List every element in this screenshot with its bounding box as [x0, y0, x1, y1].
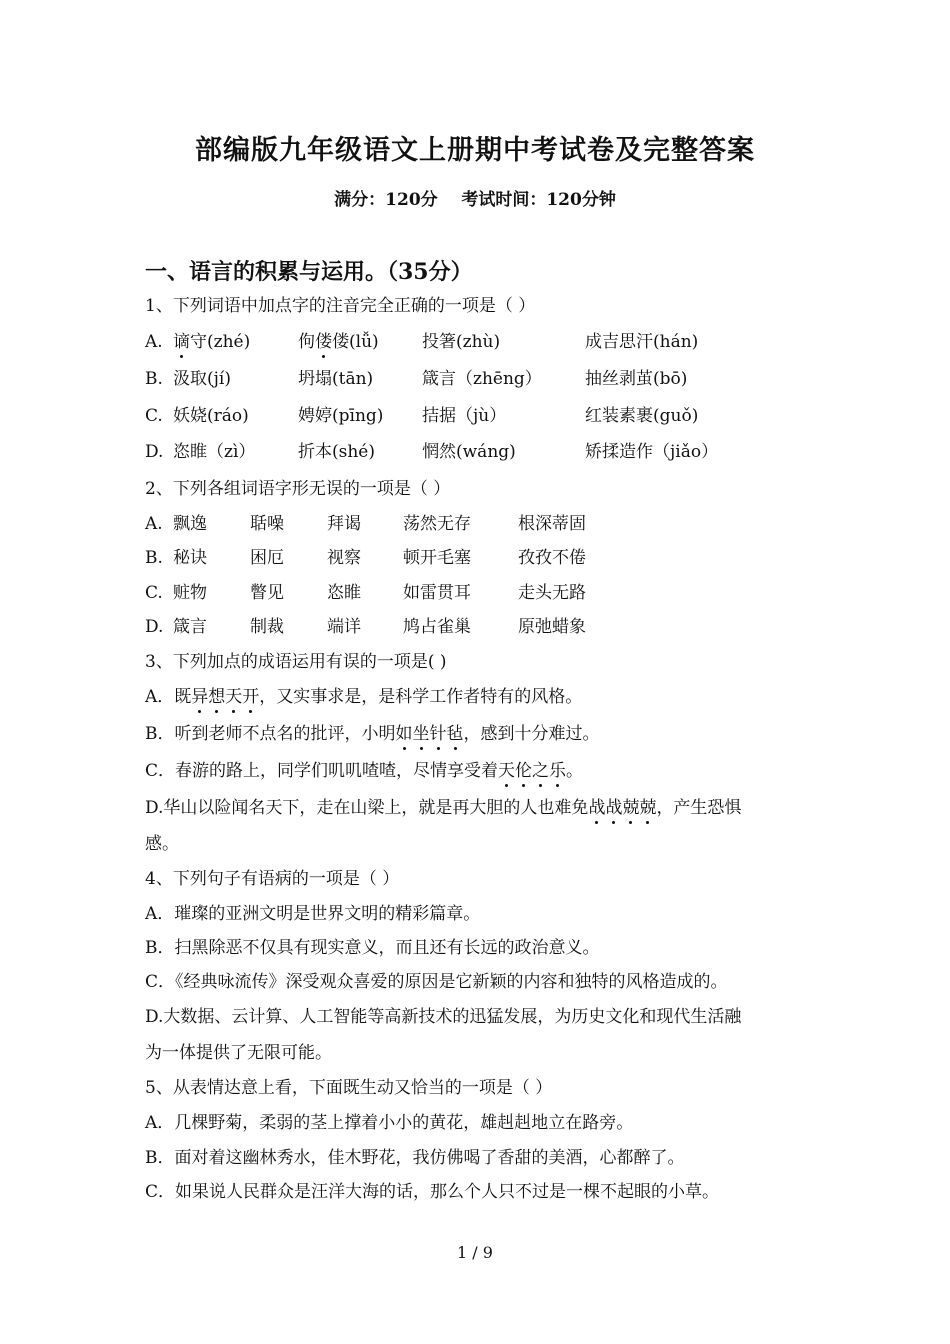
word-item: 恣睢 — [327, 583, 361, 603]
word-item: 妖娆(ráo) — [173, 406, 249, 426]
dotted-idiom: 异想天开 — [191, 687, 260, 707]
question-2-stem: 2、下列各组词语字形无误的一项是（ ） — [145, 479, 451, 499]
page-number: 1 / 9 — [457, 1243, 493, 1262]
word-item: 成吉思汗(hán) — [585, 332, 699, 352]
word-item: 拮据（jù） — [422, 406, 507, 426]
word-item: 矫揉造作（jiǎo） — [585, 442, 719, 462]
option-label: B. — [145, 548, 163, 568]
q4-option-d: D.大数据、云计算、人工智能等高新技术的迅猛发展，为历史文化和现代生活融 — [145, 1007, 742, 1027]
dotted-idiom: 如坐针毡 — [395, 724, 464, 744]
word-item: 困厄 — [250, 548, 284, 568]
q3-option-d: D.华山以险闻名天下，走在山梁上，就是再大胆的人也难免战战兢兢，产生恐惧 — [145, 798, 742, 818]
word-item: 制裁 — [250, 617, 284, 637]
option-label: D. — [145, 617, 164, 637]
score-time-info: 满分：120分 考试时间：120分钟 — [334, 190, 616, 210]
word-item: 视察 — [327, 548, 361, 568]
option-label: A. — [145, 332, 163, 352]
option-label: B. — [145, 369, 163, 389]
word-item: 如雷贯耳 — [403, 583, 471, 603]
word-item: 端详 — [327, 617, 361, 637]
word-item: 箴言 — [173, 617, 207, 637]
q5-option-c: C．如果说人民群众是汪洋大海的话，那么个人只不过是一棵不起眼的小草。 — [145, 1182, 720, 1202]
q4-option-c: C．《经典咏流传》深受观众喜爱的原因是它新颖的内容和独特的风格造成的。 — [145, 972, 728, 992]
word-item: 鸠占雀巢 — [403, 617, 471, 637]
q4-option-a: A．璀璨的亚洲文明是世界文明的精彩篇章。 — [145, 904, 481, 924]
q3-option-a: A．既异想天开，又实事求是，是科学工作者特有的风格。 — [145, 687, 583, 707]
word-item: 佝偻偻(lǚ) — [298, 332, 379, 352]
question-5-stem: 5、从表情达意上看，下面既生动又恰当的一项是（ ） — [145, 1078, 553, 1098]
word-item: 娉婷(pīng) — [298, 406, 384, 426]
word-item: 坍塌(tān) — [298, 369, 374, 389]
word-item: 根深蒂固 — [518, 514, 586, 534]
word-item: 孜孜不倦 — [518, 548, 586, 568]
word-item: 聒噪 — [250, 514, 284, 534]
word-item: 箴言（zhēng） — [422, 369, 542, 389]
option-label: C. — [145, 583, 163, 603]
q5-option-b: B．面对着这幽林秀水，佳木野花，我仿佛喝了香甜的美酒，心都醉了。 — [145, 1148, 685, 1168]
word-item: 恣睢（zì） — [173, 442, 256, 462]
section-heading: 一、语言的积累与运用。（35分） — [145, 259, 473, 285]
word-item: 赃物 — [173, 583, 207, 603]
q4-option-d-cont: 为一体提供了无限可能。 — [145, 1043, 332, 1063]
dotted-idiom: 战战兢兢 — [588, 798, 657, 818]
word-item: 谪守(zhé) — [173, 332, 251, 352]
word-item: 投箸(zhù) — [422, 332, 501, 352]
word-item: 飘逸 — [173, 514, 207, 534]
word-item: 荡然无存 — [403, 514, 471, 534]
question-4-stem: 4、下列句子有语病的一项是（ ） — [145, 869, 400, 889]
word-item: 汲取(jí) — [173, 369, 231, 389]
q3-option-b: B．听到老师不点名的批评，小明如坐针毡，感到十分难过。 — [145, 724, 600, 744]
word-item: 顿开毛塞 — [403, 548, 471, 568]
word-item: 原弛蜡象 — [518, 617, 586, 637]
option-label: D. — [145, 442, 164, 462]
question-3-stem: 3、下列加点的成语运用有误的一项是( ) — [145, 652, 447, 672]
word-item: 红装素裹(guǒ) — [585, 406, 699, 426]
dotted-idiom: 天伦之乐 — [498, 761, 567, 781]
word-item: 拜谒 — [327, 514, 361, 534]
word-item: 走头无路 — [518, 583, 586, 603]
option-label: C. — [145, 406, 163, 426]
word-item: 秘诀 — [173, 548, 207, 568]
word-item: 瞥见 — [250, 583, 284, 603]
q3-option-d-cont: 感。 — [145, 834, 179, 854]
page-title: 部编版九年级语文上册期中考试卷及完整答案 — [195, 135, 755, 166]
q3-option-c: C．春游的路上，同学们叽叽喳喳，尽情享受着天伦之乐。 — [145, 761, 584, 781]
q4-option-b: B．扫黑除恶不仅具有现实意义，而且还有长远的政治意义。 — [145, 938, 600, 958]
word-item: 惘然(wáng) — [422, 442, 516, 462]
option-label: A. — [145, 514, 163, 534]
word-item: 抽丝剥茧(bō) — [585, 369, 688, 389]
question-1-stem: 1、下列词语中加点字的注音完全正确的一项是（ ） — [145, 296, 536, 316]
q5-option-a: A．几棵野菊，柔弱的茎上撑着小小的黄花，雄赳赳地立在路旁。 — [145, 1113, 634, 1133]
word-item: 折本(shé) — [298, 442, 375, 462]
